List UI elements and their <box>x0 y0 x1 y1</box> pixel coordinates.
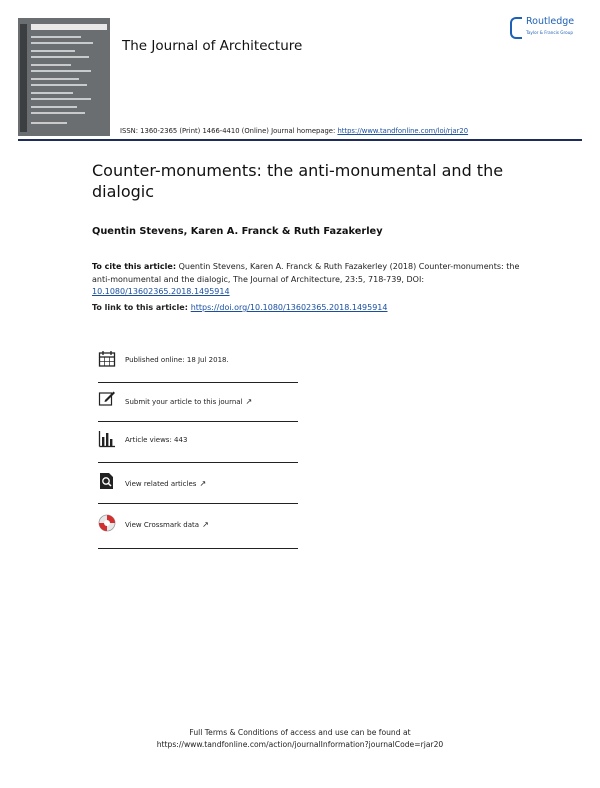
cover-line <box>31 36 81 38</box>
publisher-tagline: Taylor & Francis Group <box>526 30 574 35</box>
related-label: View related articles <box>125 480 197 488</box>
article-doi-link[interactable]: https://doi.org/10.1080/13602365.2018.1495914 <box>190 303 388 312</box>
cover-line <box>31 92 73 94</box>
cover-line <box>31 84 87 86</box>
crossmark-link[interactable] <box>125 520 209 529</box>
edit-icon <box>98 389 116 407</box>
calendar-icon <box>98 350 116 368</box>
submit-label: Submit your article to this journal <box>125 398 243 406</box>
external-link-icon: ↗ <box>202 520 209 529</box>
citation-block <box>92 261 528 299</box>
cover-line <box>31 50 75 52</box>
header-divider <box>18 139 582 141</box>
routledge-logo-icon <box>510 17 522 39</box>
cover-line <box>31 78 79 80</box>
crossmark-row[interactable] <box>98 510 298 549</box>
cite-text: Quentin Stevens, Karen A. Franck & Ruth Fazakerley (2018) Counter-monuments: the anti-monumental and the dialogic, The Journal of Architecture, 23:5, 718-739, DOI: <box>92 262 520 284</box>
journal-homepage-link[interactable]: https://www.tandfonline.com/loi/rjar20 <box>337 127 469 135</box>
link-label: To link to this article: <box>92 303 191 312</box>
bar-chart-icon <box>98 430 116 448</box>
footer-terms-url[interactable]: https://www.tandfonline.com/action/journalInformation?journalCode=rjar20 <box>156 740 444 749</box>
search-document-icon <box>98 472 116 490</box>
cover-line <box>31 56 89 58</box>
footer-terms-text: Full Terms & Conditions of access and use can be found at <box>189 728 411 737</box>
cover-line <box>31 122 67 124</box>
submit-article-link[interactable] <box>125 397 252 406</box>
related-articles-link[interactable] <box>125 479 206 488</box>
published-date: Published online: 18 Jul 2018. <box>125 356 229 364</box>
article-link-line <box>92 303 388 312</box>
cover-line <box>31 98 91 100</box>
footer <box>0 727 600 751</box>
related-row[interactable] <box>98 469 298 504</box>
publisher-logo[interactable] <box>510 15 588 43</box>
cover-line <box>31 64 71 66</box>
issn-text: ISSN: 1360-2365 (Print) 1466-4410 (Online) Journal homepage: <box>120 127 338 135</box>
article-authors: Quentin Stevens, Karen A. Franck & Ruth Fazakerley <box>92 226 383 237</box>
external-link-icon: ↗ <box>199 479 207 488</box>
cover-line <box>31 112 85 114</box>
cite-doi-link[interactable]: 10.1080/13602365.2018.1495914 <box>92 287 230 296</box>
journal-cover-image <box>18 18 110 136</box>
submit-row[interactable] <box>98 389 298 422</box>
article-title: Counter-monuments: the anti-monumental and the dialogic <box>92 161 504 201</box>
issn-line <box>120 127 468 135</box>
views-row <box>98 428 298 463</box>
cite-label: To cite this article: <box>92 262 177 271</box>
journal-title: The Journal of Architecture <box>122 38 303 54</box>
publisher-name: Routledge <box>526 16 575 27</box>
cover-line <box>31 106 77 108</box>
cover-line <box>31 70 91 72</box>
external-link-icon: ↗ <box>245 397 253 406</box>
article-views: Article views: 443 <box>125 436 188 444</box>
crossmark-icon <box>98 514 116 532</box>
published-row <box>98 350 298 383</box>
cover-spine <box>20 24 27 132</box>
crossmark-label: View Crossmark data <box>125 521 200 529</box>
cover-line <box>31 42 93 44</box>
cover-title-band <box>31 24 107 30</box>
